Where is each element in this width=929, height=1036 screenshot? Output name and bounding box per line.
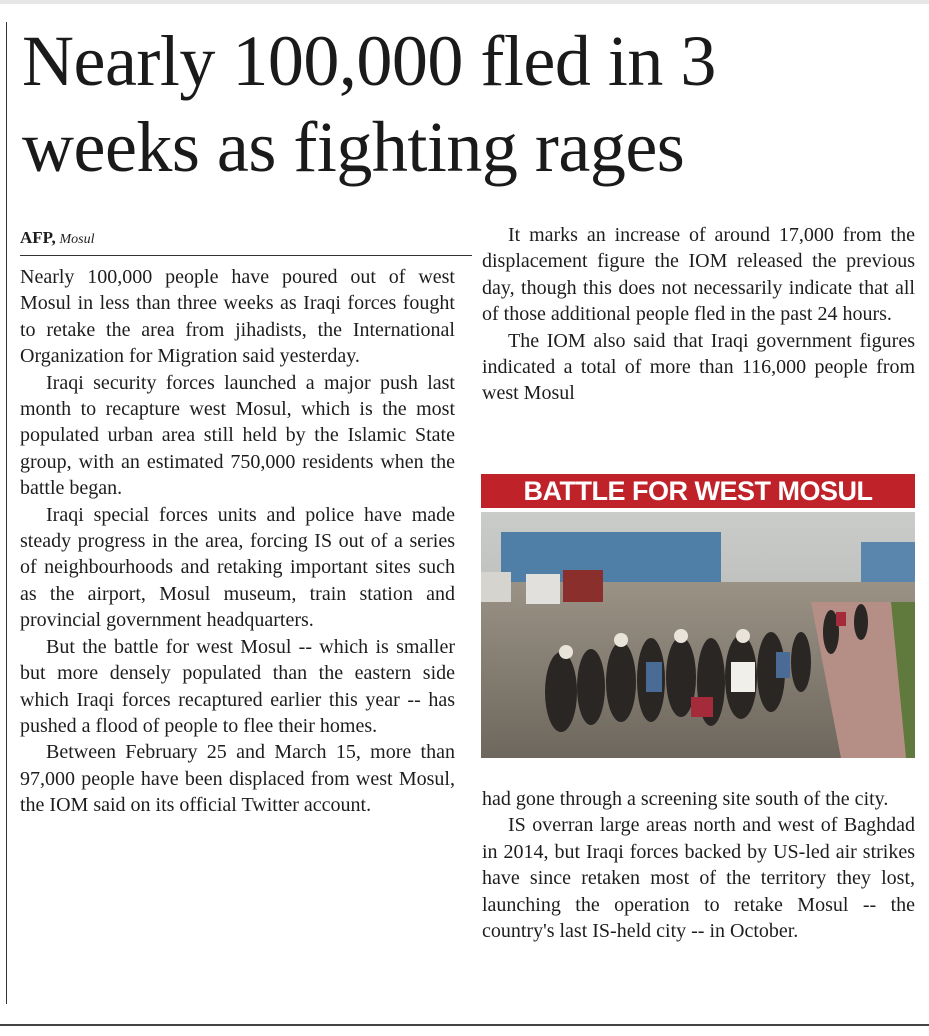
paragraph: Iraqi security forces launched a major push last month to recapture west Mosul, which is the most populated urban area still held by the Islamic State group, with an estimated 750,000 residents when the battle began. [20, 371, 455, 500]
paragraph: Between February 25 and March 15, more than 97,000 people have been displaced from west Mosul, the IOM said on its official Twitter account. [20, 741, 455, 817]
byline-rule [20, 255, 472, 256]
headline-line-1: Nearly 100,000 fled in 3 [22, 21, 716, 101]
bottom-border [0, 1024, 929, 1026]
paragraph: The IOM also said that Iraqi government figures indicated a total of more than 116,000 people from west Mosul [482, 329, 915, 405]
paragraph: IS overran large areas north and west of Baghdad in 2014, but Iraqi forces backed by US-led air strikes have since retaken most of the territory they lost, launching the operation to retake Mosul -- the country's last IS-held city -- in October. [482, 814, 915, 943]
paragraph: Iraqi special forces units and police have made steady progress in the area, forcing IS out of a series of neighbourhoods and retaking important sites such as the airport, Mosul museum, train station and provincial government headquarters. [20, 503, 455, 632]
news-photo [481, 512, 915, 758]
byline-agency: AFP, [20, 228, 56, 247]
headline [22, 18, 922, 190]
paragraph: Nearly 100,000 people have poured out of west Mosul in less than three weeks as Iraqi forces fought to retake the area from jihadists, the International Organization for Migration said yesterday. [20, 266, 455, 368]
paragraph: It marks an increase of around 17,000 from the displacement figure the IOM released the previous day, though this does not necessarily indicate that all of those additional people fled in the past 24 hours. [482, 224, 915, 326]
photo-banner: BATTLE FOR WEST MOSUL [481, 474, 915, 508]
paragraph: had gone through a screening site south of the city. [482, 788, 889, 810]
right-column-top [482, 222, 915, 407]
top-border [0, 0, 929, 4]
byline [20, 228, 95, 248]
byline-location: Mosul [59, 232, 95, 247]
right-column-bottom [482, 786, 915, 944]
left-column [20, 264, 455, 819]
headline-line-2: weeks as fighting rages [22, 107, 685, 187]
paragraph: But the battle for west Mosul -- which is smaller but more densely populated than the eastern side which Iraqi forces recaptured earlier this year -- has pushed a flood of people to flee their homes. [20, 635, 455, 737]
photo-illustration [481, 512, 915, 758]
left-column-rule [6, 22, 7, 1004]
